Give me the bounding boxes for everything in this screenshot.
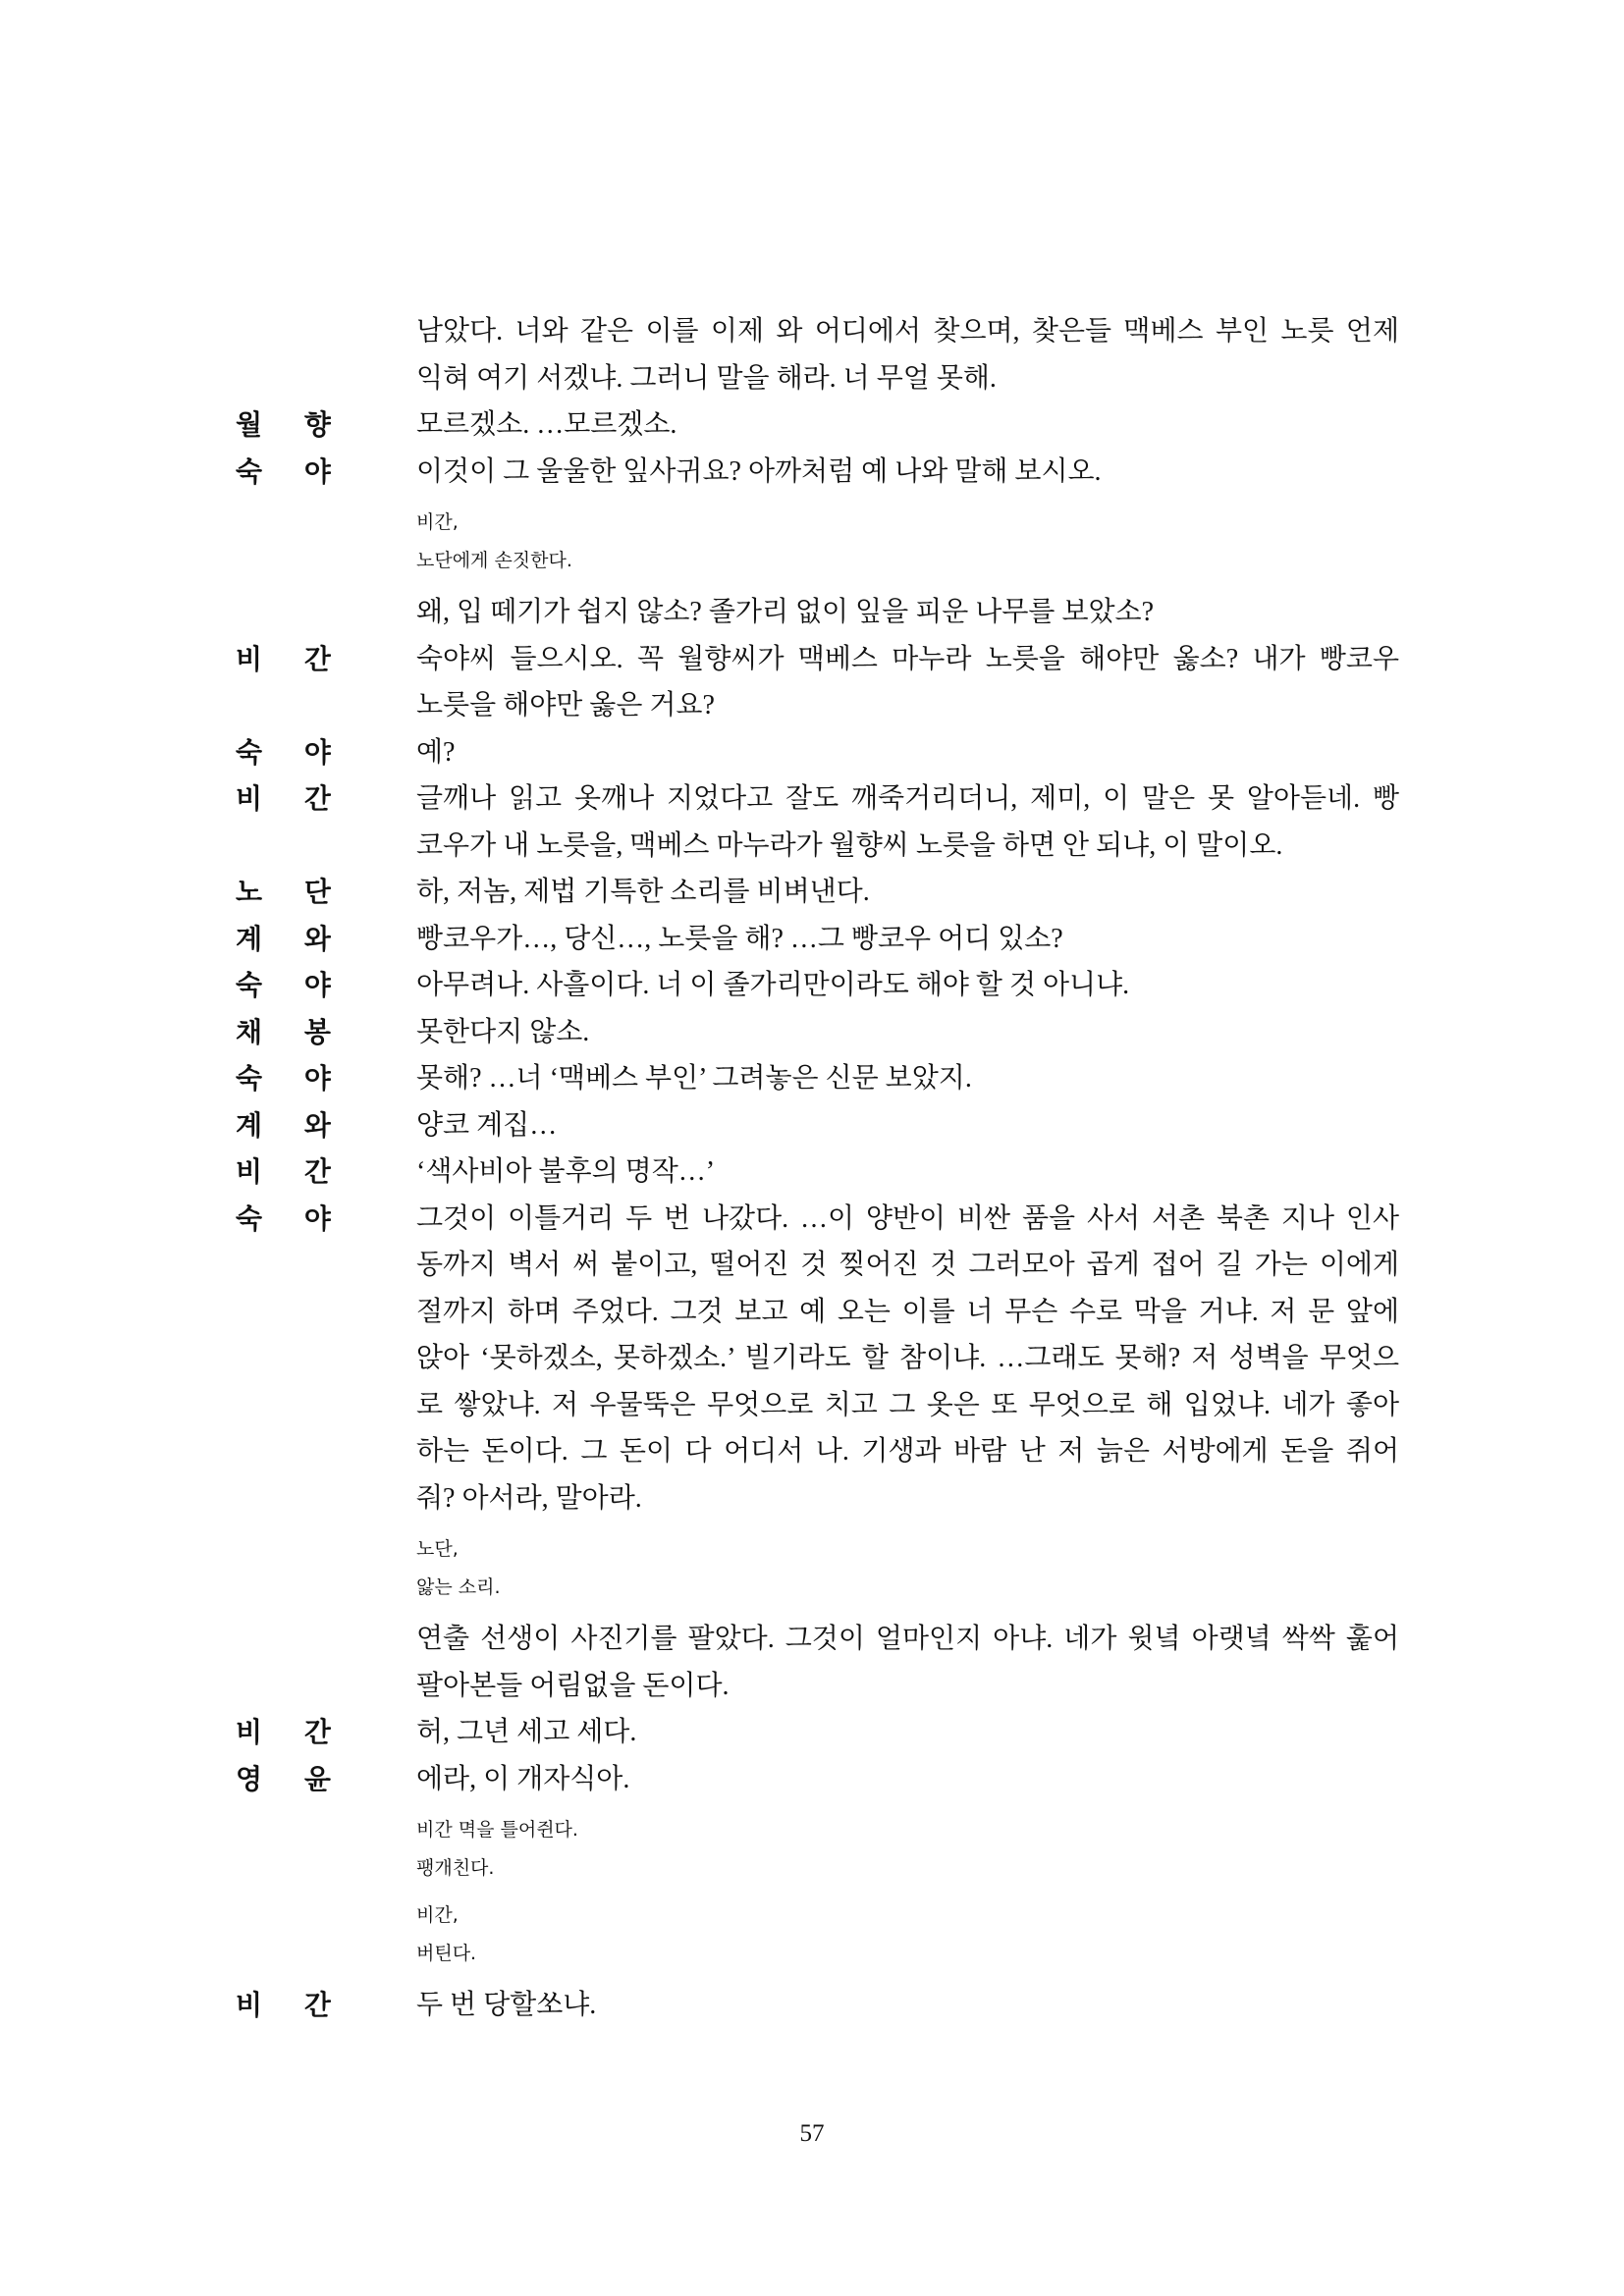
speaker-name: 영 윤 [236,1762,331,1795]
speaker-name: 노 단 [236,876,331,908]
dialogue-block [236,636,1399,729]
speaker-name: 비 간 [236,642,331,675]
page-number: 57 [799,2120,825,2147]
dialogue-line: 팔아본들 어림없을 돈이다. [416,1670,730,1701]
dialogue-line: 모르겠소. …모르겠소. [416,409,677,440]
dialogue-line: 못해? …너 ‘맥베스 부인’ 그려놓은 신문 보았지. [416,1063,972,1094]
stage-direction-line: 비간, [416,511,459,533]
stage-direction-line: 비간, [416,1904,459,1926]
dialogue-block [236,1709,1399,1756]
stage-direction [236,1811,1399,1888]
stage-direction-line: 노단, [416,1538,459,1560]
dialogue-line: 로 쌓았냐. 저 우물뚝은 무엇으로 치고 그 옷은 또 무엇으로 해 입었냐. 네가 좋아 [416,1389,1399,1420]
speaker-name: 숙 야 [236,454,331,488]
dialogue-block [236,1982,1399,2029]
dialogue-block [236,869,1399,916]
dialogue-line: 왜, 입 떼기가 쉽지 않소? 졸가리 없이 잎을 피운 나무를 보았소? [416,597,1155,627]
speaker-name: 비 간 [236,1155,331,1188]
speaker-name: 비 간 [236,782,331,815]
dialogue-line: 두 번 당할쏘냐. [416,1990,597,2020]
dialogue-line: 줘? 아서라, 말아라. [416,1482,642,1514]
dialogue-block [236,729,1399,776]
stage-direction [236,1530,1399,1607]
dialogue-block [236,1055,1399,1102]
dialogue-line: ‘색사비아 불후의 명작…’ [416,1156,716,1187]
dialogue-block [236,1009,1399,1056]
dialogue-block [236,308,1399,401]
dialogue-block [236,1616,1399,1709]
dialogue-block [236,401,1399,449]
dialogue-block [236,1148,1399,1196]
stage-direction-line: 앓는 소리. [416,1576,501,1598]
speaker-name: 숙 야 [236,969,331,1001]
stage-direction [236,1896,1399,1973]
dialogue-line: 절까지 하며 주었다. 그것 보고 예 오는 이를 너 무슨 수로 막을 거냐. 저 문 앞에 [416,1296,1399,1327]
dialogue-line: 양코 계집… [416,1109,558,1141]
stage-direction-line: 노단에게 손짓한다. [416,550,572,571]
dialogue-line: 코우가 내 노릇을, 맥베스 마누라가 월향씨 노릇을 하면 안 되냐, 이 말이오. [416,829,1283,861]
dialogue-line: 그것이 이틀거리 두 번 나갔다. …이 양반이 비싼 품을 사서 서촌 북촌 지나 인사 [416,1202,1399,1234]
dialogue-line: 이것이 그 울울한 잎사귀요? 아까처럼 예 나와 말해 보시오. [416,455,1102,487]
stage-direction [236,504,1399,580]
speaker-name: 숙 야 [236,735,331,769]
dialogue-line: 익혀 여기 서겠냐. 그러니 말을 해라. 너 무얼 못해. [416,362,997,394]
dialogue-line: 아무려나. 사흘이다. 너 이 졸가리만이라도 해야 할 것 아니냐. [416,970,1130,1000]
dialogue-block [236,1756,1399,1803]
dialogue-line: 남았다. 너와 같은 이를 이제 와 어디에서 찾으며, 찾은들 맥베스 부인 노릇 언제 [416,316,1399,347]
speaker-name: 비 간 [236,1989,331,2021]
dialogue-block [236,775,1399,869]
dialogue-block [236,916,1399,963]
script-body [236,308,1399,2029]
stage-direction-line: 팽개친다. [416,1857,495,1879]
speaker-name: 숙 야 [236,1062,331,1095]
dialogue-block [236,1102,1399,1149]
dialogue-line: 하는 돈이다. 그 돈이 다 어디서 나. 기생과 바람 난 저 늙은 서방에게 돈을 쥐어 [416,1436,1399,1467]
speaker-name: 비 간 [236,1716,331,1748]
dialogue-line: 허, 그년 세고 세다. [416,1717,637,1747]
dialogue-line: 숙야씨 들으시오. 꼭 월향씨가 맥베스 마누라 노릇을 해야만 옳소? 내가 빵코우 [416,643,1399,674]
dialogue-line: 에라, 이 개자식아. [416,1763,630,1794]
speaker-name: 채 봉 [236,1015,331,1048]
dialogue-line: 못한다지 않소. [416,1016,590,1047]
dialogue-block [236,449,1399,496]
dialogue-line: 빵코우가…, 당신…, 노릇을 해? …그 빵코우 어디 있소? [416,923,1063,954]
speaker-name: 계 와 [236,922,331,955]
stage-direction-line: 버틴다. [416,1943,477,1964]
dialogue-line: 연출 선생이 사진기를 팔았다. 그것이 얼마인지 아냐. 네가 윗녘 아랫녘 싹싹 훑어 [416,1624,1399,1654]
dialogue-block [236,962,1399,1009]
speaker-name: 계 와 [236,1108,331,1142]
dialogue-line: 예? [416,736,456,768]
dialogue-line: 하, 저놈, 제법 기특한 소리를 비벼낸다. [416,877,870,907]
dialogue-block [236,1196,1399,1522]
speaker-name: 숙 야 [236,1201,331,1235]
dialogue-line: 앉아 ‘못하겠소, 못하겠소.’ 빌기라도 할 참이냐. …그래도 못해? 저 성벽을 무엇으 [416,1343,1399,1373]
stage-direction-line: 비간 멱을 틀어쥔다. [416,1819,578,1841]
dialogue-line: 노릇을 해야만 옳은 거요? [416,690,715,721]
dialogue-line: 글깨나 읽고 옷깨나 지었다고 잘도 깨죽거리더니, 제미, 이 말은 못 알아듣네. 빵 [416,783,1399,814]
speaker-name: 월 향 [236,408,331,441]
dialogue-block [236,589,1399,636]
dialogue-line: 동까지 벽서 써 붙이고, 떨어진 것 찢어진 것 그러모아 곱게 접어 길 가는 이에게 [416,1250,1399,1280]
